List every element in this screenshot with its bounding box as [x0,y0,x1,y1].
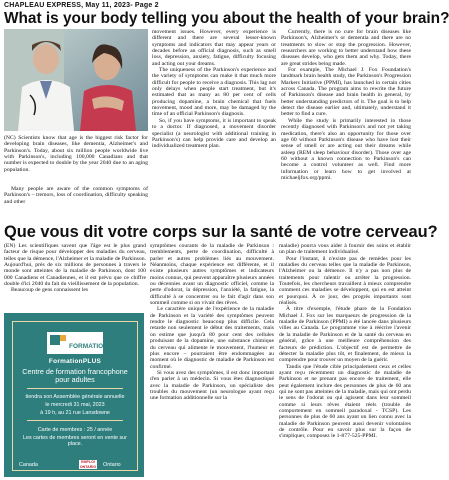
french-col3 [279,243,411,479]
french-col3-paragraph-3: À titre d'exemple, l'étude phare de la Fondation Michael J. Fox sur les marqueurs de progression de la maladie de Parkinson (PPMI) a été lancée dans plusieurs villes au Canada. Le programme vise à réécrire l'avenir de la maladie de Parkinson et de la santé du cerveau en général, grâce à une meilleure compréhension des facteurs de prédiction. L'objectif est de permettre de détecter la maladie plus tôt, et finalement, de mieux la comprendre pour trouver un moyen de la guérir. [279,306,411,364]
french-col1-paragraph-2: Beaucoup de gens connaissent les [11,287,89,294]
canada-wordmark: Canada [19,462,38,468]
formationplus-ad [4,313,144,477]
english-col2 [152,29,276,222]
ad-frame [12,321,138,471]
english-col1-paragraph: Many people are aware of the common symptoms of Parkinson's – tremors, loss of coordination, difficulty speaking and other [4,186,148,205]
english-col3-paragraph-1: Currently, there is no cure for brain diseases like Parkinson's, Alzheimer's or dementia and there are no treatments to slow or stop the progression. However, researchers are working to better understand how these diseases develop, who gets them and why. Today, there are great strides being made. [281,29,411,67]
english-headline: What is your body telling you about the health of your brain? [4,10,449,27]
english-col3-paragraph-2: For example, The Michael J. Fox Foundation's landmark brain health study, the Parkinson's Progression Markers Initiative (PPMI), has launched in certain cities across Canada. The program aims to rewrite the future of Parkinson's disease and brain health in general, by better understanding predictors of it. The goal is to help detect the disease earlier and, ultimately, understand it better to find a cure. [281,67,411,118]
doctor-patient-image [4,29,148,131]
french-col3-paragraph-1: maladie) pourra vous aider à fournir des soins et établir un plan de traitement individualisé. [279,243,411,256]
english-col3-paragraph-3: While the study is primarily interested in those recently diagnosed with Parkinson's and not yet taking medication, there's also an opportunity for those over age 60 without Parkinson's disease who have lost their sense of smell or are acting out their dreams while asleep (REM sleep behaviour disorder). Those over age 60 without a known connection to Parkinson's can become a control volunteer as well. Find more information or learn how to get involved at michaeljfox.org/ppmi. [281,117,411,181]
french-col1-paragraph-1: (EN) Les scientifiques savent que l'âge est le plus grand facteur de risque pour développer des maladies du cerveau, telles que la démence, l'Alzheimer et la maladie de Parkinson. Aujourd'hui, près de six millions de personnes à travers le monde sont atteintes de la maladie de Parkinson, dont 100 000 Canadiens et Canadiennes, et il est prévu que ce chiffre double d'ici 2040 du fait du vieillissement de la population. [4,243,146,288]
french-col2-paragraph-3: Si vous avez des symptômes, il est donc important d'en parler à un médecin. Si vous êtes diagnostiqué avec la maladie de Parkinson, un spécialiste des troubles du mouvement (un neurologue ayant reçu une formation additionnelle sur la [150,369,274,402]
ad-line-3: à 19 h, au 21 rue Lansdowne [40,410,110,416]
formation-logo-icon [47,332,108,354]
ad-brand: FORMATION [69,343,108,350]
emploi-ontario-logo: EMPLOI ONTARIO [79,460,97,469]
ad-line-2: le mercredi 31 mai, 2023 [45,402,105,408]
french-col1 [4,243,146,311]
english-col2-paragraph-3: So, if you have symptoms, it is important to speak to a doctor. If diagnosed, a movement disorder specialist (a neurologist with additional training in Parkinson's) can help provide care and develop an individualized treatment plan. [152,117,276,150]
photo-caption: (NC) Scientists know that age is the biggest risk factor for developing brain diseases, like dementia, Alzheimer's and Parkinson's. Today, about six million people worldwide live with Parkinson's, including 100,000 Canadians and that number is expected to double by the year 2040 due to an aging population. [4,135,148,173]
english-col2-paragraph-1: movement issues. However, every experience is different and there are several lesser-known symptoms and indicators that may appear years or decades before an official diagnosis, such as smell loss, depression, anxiety, fatigue, difficulty focusing and acting out your dreams. [152,29,276,67]
french-headline: Que vous dit votre corps sur la santé de votre cerveau? [4,223,438,241]
ad-title: FormationPLUS [48,358,102,365]
english-col1 [4,186,148,222]
english-col3 [281,29,411,222]
french-col2 [150,243,274,479]
french-col2-paragraph-2: Le caractère unique de l'expérience de la maladie de Parkinson et la variété des symptômes peuvent rendre le diagnostic beaucoup plus difficile. Cela retarde non seulement le début des traitements, mais on estime que jusqu'à 80 pour cent des cellules produisant de la dopamine, une substance chimique du cerveau qui alimente le mouvement, l'humeur et plus encore – pourraient être endommagées au moment où le diagnostic de maladie de Parkinson est confirmé. [150,306,274,370]
ontario-wordmark: Ontario [103,462,121,468]
french-col3-paragraph-4: Tandis que l'étude cible principalement ceux et celles ayant reçu récemment un diagnostic de maladie de Parkinson et ne prenant pas encore de traitement, elle peut également inclure des personnes de plus de 60 ans qui ne sont pas atteintes de la maladie, mais qui ont perdu le sens de l'odorat ou qui agissent dans leur sommeil comme si leurs rêves étaient réels (trouble de comportement en sommeil paradoxal - TCSP). Les personnes de plus de 60 ans ayant un lien connu avec la maladie de Parkinson peuvent aussi devenir volontaires de contrôle. Pour en savoir plus sur la façon de s'impliquer, composez le 1-877-525-PPMI. [279,363,411,440]
article-photo [4,29,148,131]
french-col2-paragraph-1: symptômes courants de la maladie de Parkinson : tremblements, perte de coordination, difficulté à parler et autres problèmes liés au mouvement. Néanmoins, chaque expérience est différente, et il existe plusieurs autres symptômes et indicateurs moins connus, qui peuvent apparaître plusieurs années ou décennies avant un diagnostic officiel, comme la perte d'odorat, la dépression, l'anxiété, la fatigue, la difficulté à se concentrer ou le fait d'agir dans son sommeil comme si on vivait des rêves. [150,243,274,307]
ad-subtitle: Centre de formation francophone pour adultes [22,367,128,385]
ad-line-4: Carte de membres : 25 / année [37,427,113,433]
ad-divider-2 [27,420,123,421]
ad-line-5: Les cartes de membres seront en vente sur place. [23,435,127,448]
ad-line-1: tiendra son Assemblée générale annuelle [25,394,125,400]
french-col3-paragraph-2: Pour l'instant, il n'existe pas de remèdes pour les maladies du cerveau telles que la maladie de Parkinson, l'Alzheimer ou la démence. Il n'y a pas non plus de traitements pour ralentir ou arrêter la progression. Toutefois, les chercheurs travaillent à mieux comprendre comment ces maladies se développent, qui en est atteint et pourquoi. À ce jour, des progrès importants sont réalisés. [279,255,411,307]
english-col2-paragraph-2: The uniqueness of the Parkinson's experience and the variety of symptoms can make it that much more difficult for people to receive a diagnosis. This lag not only delays when people start treatment, but it's estimated that as many as 80 per cent of cells producing dopamine, a brain chemical that fuels movement, mood and more, may be damaged by the time of an official Parkinson's diagnosis. [152,67,276,118]
dateline: CHAPLEAU EXPRESS, May 11, 2023- Page 2 [4,2,159,9]
ad-divider [27,388,123,389]
